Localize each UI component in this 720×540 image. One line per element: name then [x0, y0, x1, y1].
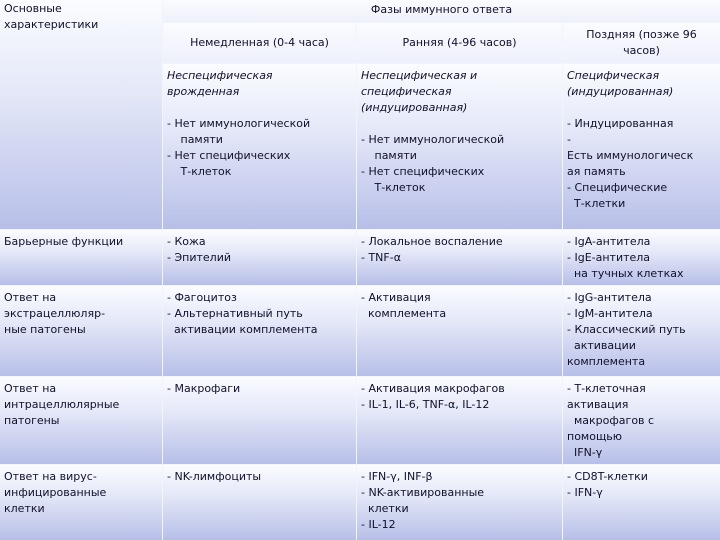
type-item: - Нет специфических Т-клеток: [361, 165, 485, 194]
row-extracellular-immediate: [163, 286, 356, 376]
cell-line: - Кожа: [167, 235, 206, 248]
phase-late-label: Поздняя (позже 96: [586, 28, 697, 41]
row-label: Ответ на: [4, 291, 57, 304]
type-item: ая память: [567, 165, 626, 178]
row-barrier-late: [563, 230, 720, 285]
cell-line: - Активация макрофагов: [361, 382, 505, 395]
type-title: врожденная: [167, 85, 240, 98]
type-title: специфическая: [361, 85, 452, 98]
row-label: клетки: [4, 502, 45, 515]
row-label-virus: [0, 465, 162, 540]
cell-line: - NK-лимфоциты: [167, 470, 262, 483]
row-label-barrier: [0, 230, 162, 285]
phase-late-header: [563, 23, 720, 63]
row-barrier-early: [357, 230, 562, 285]
cell-line: - CD8T-клетки: [567, 470, 648, 483]
row-label: экстрацеллюляр-: [4, 307, 106, 320]
cell-line: - IgE-антитела: [567, 251, 651, 264]
cell-line: - TNF-α: [361, 251, 401, 264]
cell-line: - Локальное воспаление: [361, 235, 503, 248]
row-barrier-immediate: [163, 230, 356, 285]
cell-line: на тучных клетках: [567, 267, 684, 280]
corner-header-line: Основные: [4, 2, 62, 15]
cell-line: - Т-клеточная: [567, 382, 646, 395]
row-extracellular-late: [563, 286, 720, 376]
row-label: патогены: [4, 414, 60, 427]
row-intracellular-late: [563, 377, 720, 464]
cell-line: - IgM-антитела: [567, 307, 653, 320]
type-title: (индуцированная): [567, 85, 674, 98]
row-intracellular-early: [357, 377, 562, 464]
row-extracellular-early: [357, 286, 562, 376]
phase-early-label: Ранняя (4-96 часов): [402, 36, 517, 49]
row-label-intracellular: [0, 377, 162, 464]
cell-line: - IL-12: [361, 518, 396, 531]
type-item: - Нет иммунологической памяти: [167, 117, 311, 146]
phase-early-header: [357, 23, 562, 63]
row-label: ные патогены: [4, 323, 86, 336]
cell-line: клетки: [361, 502, 409, 515]
cell-line: - IFN-γ, INF-β: [361, 470, 433, 483]
phases-title: Фазы иммунного ответа: [370, 3, 513, 16]
type-immediate-cell: [163, 64, 356, 229]
type-item: Т-клетки: [567, 197, 626, 210]
phases-title-cell: [163, 0, 720, 22]
cell-line: активация: [567, 398, 629, 411]
cell-line: - Альтернативный путь: [167, 307, 303, 320]
cell-line: помощью: [567, 430, 623, 443]
type-early-cell: [357, 64, 562, 229]
type-item: Есть иммунологическ: [567, 149, 694, 162]
corner-header-cell: [0, 0, 162, 229]
type-title: Неспецифическая и: [361, 69, 478, 82]
cell-line: - Эпителий: [167, 251, 231, 264]
type-item: -: [567, 133, 571, 146]
cell-line: комплемента: [567, 355, 646, 368]
cell-line: - Фагоцитоз: [167, 291, 237, 304]
type-item: - Специфические: [567, 181, 668, 194]
corner-header-line: характеристики: [4, 18, 99, 31]
cell-line: - Классический путь: [567, 323, 686, 336]
row-virus-early: [357, 465, 562, 540]
cell-line: - IgG-антитела: [567, 291, 652, 304]
type-title: Неспецифическая: [167, 69, 273, 82]
cell-line: - IFN-γ: [567, 486, 603, 499]
phase-late-label: часов): [623, 44, 660, 57]
row-label: интрацеллюлярные: [4, 398, 120, 411]
type-item: - Нет специфических Т-клеток: [167, 149, 291, 178]
cell-line: - Активация: [361, 291, 431, 304]
row-virus-immediate: [163, 465, 356, 540]
row-label: Ответ на вирус-: [4, 470, 97, 483]
row-intracellular-immediate: [163, 377, 356, 464]
type-title: Специфическая: [567, 69, 660, 82]
cell-line: - NK-активированные: [361, 486, 485, 499]
type-item: - Нет иммунологической памяти: [361, 133, 505, 162]
type-item: - Индуцированная: [567, 117, 674, 130]
row-label: инфицированные: [4, 486, 107, 499]
phase-immediate-header: [163, 23, 356, 63]
cell-line: - IL-1, IL-6, TNF-α, IL-12: [361, 398, 490, 411]
cell-line: - IgA-антитела: [567, 235, 651, 248]
cell-line: макрофагов с: [567, 414, 655, 427]
row-virus-late: [563, 465, 720, 540]
phase-immediate-label: Немедленная (0-4 часа): [190, 36, 329, 49]
type-late-cell: [563, 64, 720, 229]
cell-line: активации: [567, 339, 636, 352]
cell-line: - Макрофаги: [167, 382, 241, 395]
row-label: Ответ на: [4, 382, 57, 395]
cell-line: комплемента: [361, 307, 447, 320]
row-label: Барьерные функции: [4, 235, 124, 248]
cell-line: активации комплемента: [167, 323, 318, 336]
row-label-extracellular: [0, 286, 162, 376]
cell-line: IFN-γ: [567, 446, 603, 459]
type-title: (индуцированная): [361, 101, 468, 114]
